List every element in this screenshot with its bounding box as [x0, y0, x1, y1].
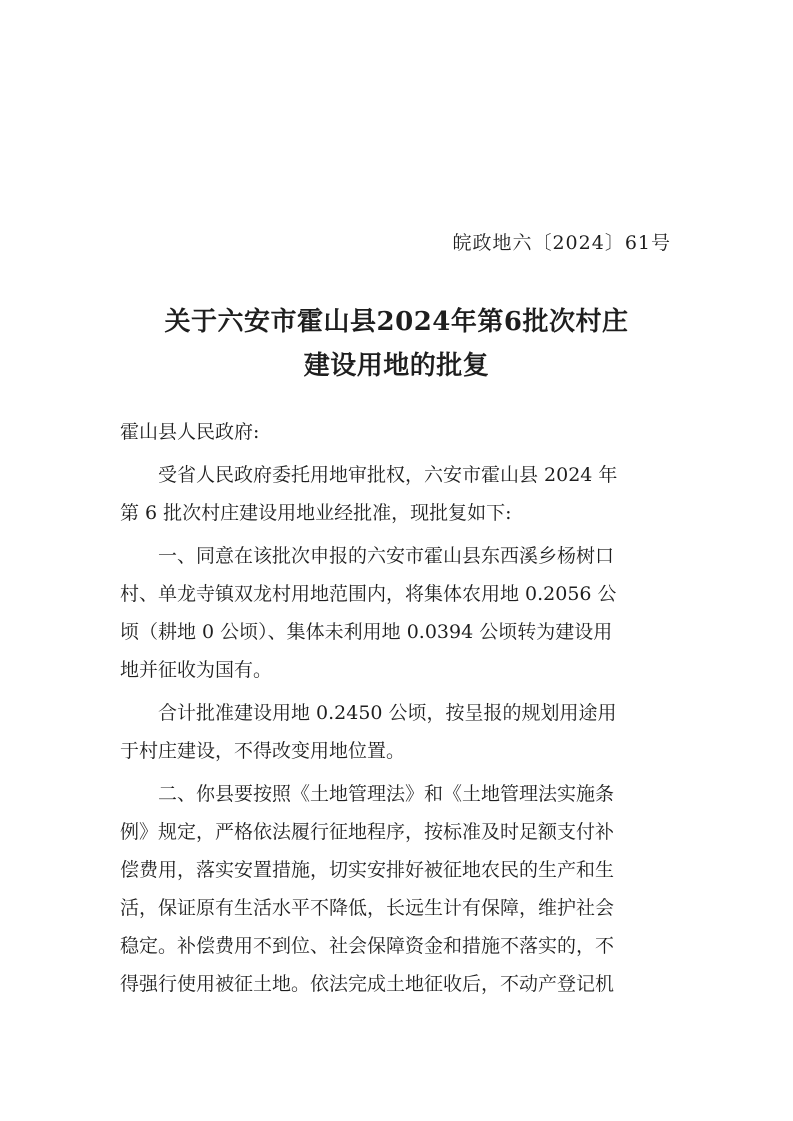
paragraph-line: 顷（耕地 0 公顷）、集体未利用地 0.0394 公顷转为建设用 [120, 621, 613, 643]
paragraph-line: 活，保证原有生活水平不降低，长远生计有保障，维护社会 [120, 897, 615, 919]
document-body [120, 413, 673, 1003]
paragraph-line: 得强行使用被征土地。依法完成土地征收后，不动产登记机 [120, 973, 615, 995]
paragraph-line: 例》规定，严格依法履行征地程序，按标准及时足额支付补 [120, 821, 615, 843]
paragraph-line: 一、同意在该批次申报的六安市霍山县东西溪乡杨树口 [120, 545, 615, 567]
paragraph-line: 二、你县要按照《土地管理法》和《土地管理法实施条 [120, 783, 615, 805]
salutation: 霍山县人民政府: [120, 421, 260, 443]
paragraph-line: 偿费用，落实安置措施，切实安排好被征地农民的生产和生 [120, 859, 615, 881]
paragraph-line: 村、单龙寺镇双龙村用地范围内，将集体农用地 0.2056 公 [120, 583, 617, 605]
paragraph-line: 合计批准建设用地 0.2450 公顷，按呈报的规划用途用 [120, 702, 617, 724]
paragraph-line: 地并征收为国有。 [120, 659, 273, 681]
document-title [0, 300, 793, 388]
paragraph-line: 稳定。补偿费用不到位、社会保障资金和措施不落实的，不 [120, 935, 615, 957]
paragraph-4 [120, 775, 673, 1003]
paragraph-1 [120, 456, 673, 532]
paragraph-line: 受省人民政府委托用地审批权，六安市霍山县 2024 年 [120, 464, 618, 486]
title-line-1: 关于六安市霍山县2024年第6批次村庄 [164, 307, 629, 337]
paragraph-2 [120, 537, 673, 689]
paragraph-line: 于村庄建设，不得改变用地位置。 [120, 740, 406, 762]
document-number: 皖政地六〔2024〕61号 [452, 232, 671, 254]
paragraph-3 [120, 694, 673, 770]
paragraph-line: 第 6 批次村庄建设用地业经批准，现批复如下: [120, 502, 512, 524]
title-line-2: 建设用地的批复 [303, 351, 490, 381]
